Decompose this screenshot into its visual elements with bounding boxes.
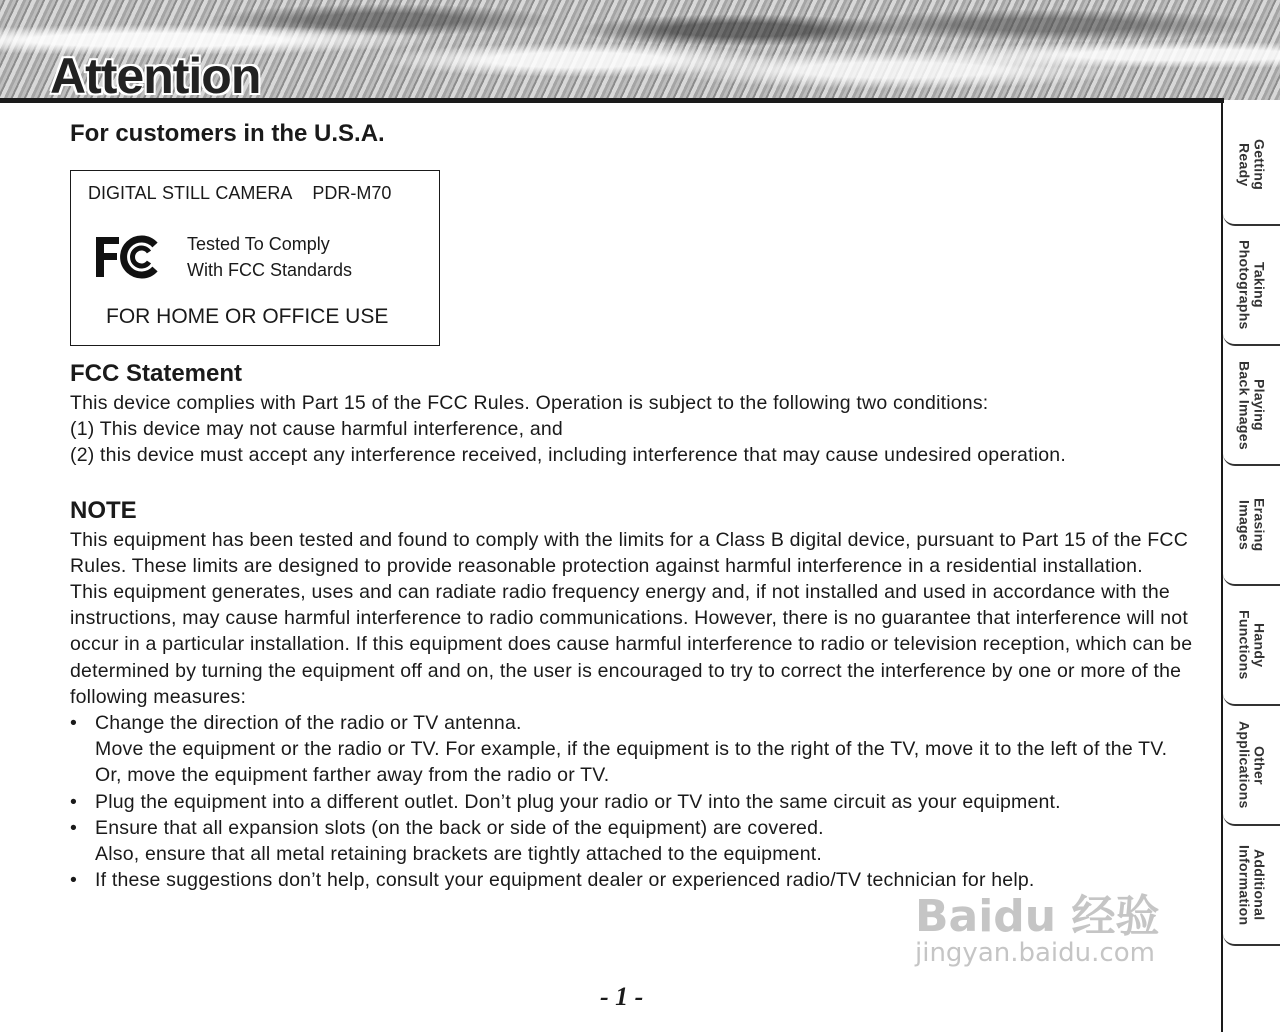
tab-label: Erasing Images xyxy=(1236,498,1268,552)
bullet-mark: • xyxy=(70,790,78,813)
fcc-statement-heading: FCC Statement xyxy=(70,360,243,387)
tab-label: Taking Photographs xyxy=(1236,240,1268,330)
tab-additional-information[interactable] xyxy=(1223,826,1280,946)
bullet-mark: • xyxy=(70,816,78,839)
page-number: - 1 - xyxy=(600,982,644,1011)
tab-other-applications[interactable] xyxy=(1223,706,1280,826)
tab-taking-photographs[interactable] xyxy=(1223,226,1280,346)
list-item xyxy=(70,789,1205,815)
comply-text xyxy=(187,231,352,283)
baidu-watermark xyxy=(905,880,1205,970)
fcc-line-1: This device complies with Part 15 of the FCC Rules. Operation is subject to the following two conditions: xyxy=(70,392,989,414)
tab-erasing-images[interactable] xyxy=(1223,466,1280,586)
tab-handy-functions[interactable] xyxy=(1223,586,1280,706)
main-content xyxy=(70,118,1205,893)
note-paragraph-1: This equipment has been tested and found to comply with the limits for a Class B digital device, pursuant to Part 15 of the FCC Rules. These limits are designed to provide reasonable protection against harmful interference in a residential installation. xyxy=(70,528,1188,577)
fcc-label-box xyxy=(70,170,440,346)
comply-line-1: Tested To Comply xyxy=(187,234,330,254)
comply-line-2: With FCC Standards xyxy=(187,260,353,280)
camera-model: PDR-M70 xyxy=(312,183,392,203)
tab-label: Other Applications xyxy=(1236,721,1268,809)
list-item xyxy=(70,815,1205,867)
bullet-text: Ensure that all expansion slots (on the back or side of the equipment) are covered. xyxy=(95,816,824,839)
bullet-text: Move the equipment or the radio or TV. For example, if the equipment is to the right of the TV, move it to the left of the TV. xyxy=(95,738,1168,761)
page-title: Attention xyxy=(50,48,261,104)
tab-label: Getting Ready xyxy=(1236,139,1268,191)
watermark-line-2: jingyan.baidu.com xyxy=(915,938,1155,968)
camera-name: DIGITAL STILL CAMERA xyxy=(88,183,293,203)
bullet-text: If these suggestions don’t help, consult your equipment dealer or experienced radio/TV technician for help. xyxy=(95,869,1035,892)
section-tab-bar xyxy=(1221,102,1280,1032)
measures-list xyxy=(70,710,1205,893)
usa-heading: For customers in the U.S.A. xyxy=(70,120,385,147)
fcc-logo-icon xyxy=(93,233,159,281)
tab-playing-back-images[interactable] xyxy=(1223,346,1280,466)
home-office-use: FOR HOME OR OFFICE USE xyxy=(106,305,389,328)
bullet-text: Also, ensure that all metal retaining brackets are tightly attached to the equipment. xyxy=(95,843,822,866)
note-heading: NOTE xyxy=(70,496,137,524)
list-item xyxy=(70,710,1205,789)
note-paragraph-2: This equipment generates, uses and can radiate radio frequency energy and, if not installed and used in accordance with the instructions, may cause harmful interference to radio communications. However, there is no guarantee that interference will not occur in a particular installation. If this equipment does cause harmful interference to radio or television reception, which can be determined by turning the equipment off and on, the user is encouraged to try to correct the interference by one or more of the following measures: xyxy=(70,581,1193,708)
bullet-text: Plug the equipment into a different outlet. Don’t plug your radio or TV into the same circuit as your equipment. xyxy=(95,790,1061,813)
fcc-line-3: (2) this device must accept any interference received, including interference that may cause undesired operation. xyxy=(70,444,1066,467)
bullet-text: Or, move the equipment farther away from the radio or TV. xyxy=(95,764,610,787)
tab-label: Handy Functions xyxy=(1236,610,1268,680)
tab-label: Playing Back Images xyxy=(1236,360,1268,450)
camera-model-line xyxy=(88,183,391,204)
fcc-line-2: (1) This device may not cause harmful interference, and xyxy=(70,418,563,441)
tab-label: Additional Information xyxy=(1236,844,1268,926)
bullet-mark: • xyxy=(70,712,78,735)
bullet-mark: • xyxy=(70,869,78,892)
bullet-text: Change the direction of the radio or TV antenna. xyxy=(95,712,522,735)
tab-getting-ready[interactable] xyxy=(1223,106,1280,226)
watermark-line-1: Baidu 经验 xyxy=(915,891,1160,942)
